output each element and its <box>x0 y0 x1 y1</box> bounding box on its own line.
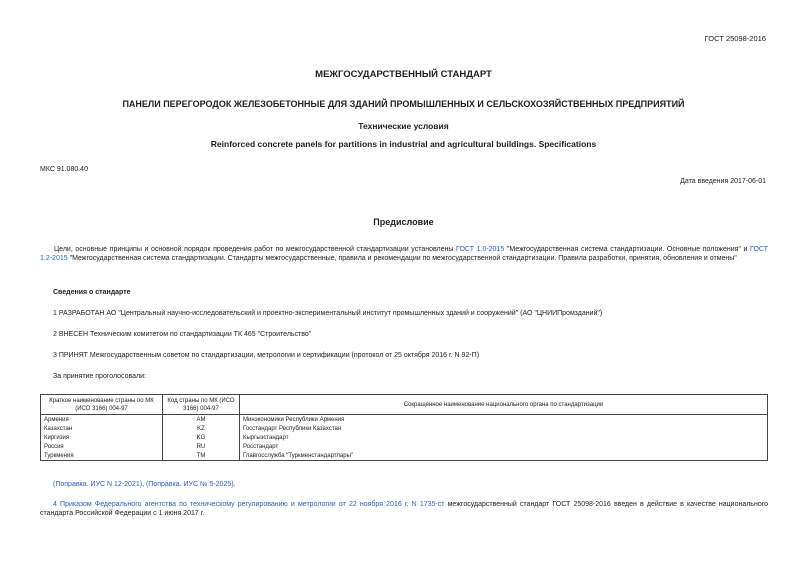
table-row <box>41 415 768 425</box>
developer-info: 1 РАЗРАБОТАН АО "Центральный научно-исследовательский и проектно-экспериментальный институт промышленных зданий и сооружений" (АО "ЦНИИПромзданий") <box>53 310 603 317</box>
agency-name-header: Сокращенное наименование национального органа по стандартизации <box>240 395 768 415</box>
order-link[interactable]: 4 Приказом Федерального агентства по техническому регулированию и метрологии от 22 ноября 2016 г. N 1735-ст <box>53 501 445 508</box>
standard-type-heading: МЕЖГОСУДАРСТВЕННЫЙ СТАНДАРТ <box>315 69 492 80</box>
country-code-cell: RU <box>163 442 240 451</box>
paragraph-text: межгосударственный стандарт ГОСТ 25098-2016 введен в действие в качестве национального стандарта Российской Федерации с 1 июня 2017 г. <box>40 501 769 517</box>
submitter-info: 2 ВНЕСЕН Техническим комитетом по стандартизации ТК 465 "Строительство" <box>53 331 312 338</box>
gost-1-0-link[interactable]: ГОСТ 1.0-2015 <box>456 246 505 253</box>
countries-table <box>40 394 768 461</box>
amendments-line <box>53 481 236 488</box>
preface-paragraph <box>40 245 768 263</box>
country-name-cell: Казахстан <box>41 424 163 433</box>
english-title: Reinforced concrete panels for partitions in industrial and agricultural buildings. Specifications <box>210 139 597 149</box>
amendment-link-2021[interactable]: (Поправка. ИУС N 12-2021) <box>53 481 143 488</box>
adoption-info: 3 ПРИНЯТ Межгосударственным советом по стандартизации, метрологии и сертификации (протокол от 25 октября 2016 г. N 92-П) <box>53 352 480 359</box>
table-row <box>41 451 768 461</box>
preface-heading: Предисловие <box>373 217 434 227</box>
effective-date: Дата введения 2017-06-01 <box>680 178 766 185</box>
agency-name-cell: Госстандарт Республики Казахстан <box>240 424 768 433</box>
country-code-cell: AM <box>163 415 240 425</box>
amendment-separator: , <box>142 481 146 488</box>
table-row <box>41 433 768 442</box>
country-code-cell: TM <box>163 451 240 461</box>
country-name-cell: Киргизия <box>41 433 163 442</box>
country-name-header: Краткое наименование страны по МК (ИСО 3166) 004-97 <box>41 395 163 415</box>
table-row <box>41 442 768 451</box>
paragraph-text: "Межгосударственная система стандартизации. Основные положения" и <box>504 246 751 253</box>
country-code-cell: KZ <box>163 424 240 433</box>
amendment-end: . <box>233 481 236 488</box>
table-row <box>41 424 768 433</box>
agency-name-cell: Кыргызстандарт <box>240 433 768 442</box>
amendment-link-2025[interactable]: (Поправка. ИУС № 5-2025) <box>145 481 234 488</box>
country-code-header: Код страны по МК (ИСО 3166) 004-97 <box>163 395 240 415</box>
paragraph-text: "Межгосударственная система стандартизации. Стандарты межгосударственные, правила и рекомендации по межгосударственной стандартизации. Правила разработки, принятия, обновления и отмены" <box>67 255 737 262</box>
document-code: ГОСТ 25098-2016 <box>704 34 766 43</box>
agency-name-cell: Главгосслужба "Туркменстандартлары" <box>240 451 768 461</box>
document-subtitle: Технические условия <box>358 121 449 131</box>
mks-code: МКС 91.080.40 <box>40 166 88 173</box>
country-name-cell: Армения <box>41 415 163 425</box>
paragraph-text: Цели, основные принципы и основной порядок проведения работ по межгосударственной стандартизации установлены <box>54 246 457 253</box>
enactment-paragraph <box>40 500 768 518</box>
country-code-cell: KG <box>163 433 240 442</box>
voted-label: За принятие проголосовали: <box>53 373 146 380</box>
standard-info-heading: Сведения о стандарте <box>53 289 131 296</box>
country-name-cell: Россия <box>41 442 163 451</box>
document-title: ПАНЕЛИ ПЕРЕГОРОДОК ЖЕЛЕЗОБЕТОННЫЕ ДЛЯ ЗДАНИЙ ПРОМЫШЛЕННЫХ И СЕЛЬСКОХОЗЯЙСТВЕННЫХ ПРЕДПРИЯТИЙ <box>122 99 685 109</box>
table-header-row <box>41 395 768 415</box>
agency-name-cell: Минэкономики Республики Армения <box>240 415 768 425</box>
country-name-cell: Туркмения <box>41 451 163 461</box>
agency-name-cell: Росстандарт <box>240 442 768 451</box>
gost-1-2-link[interactable]: ГОСТ 1.2-2015 <box>40 246 768 262</box>
